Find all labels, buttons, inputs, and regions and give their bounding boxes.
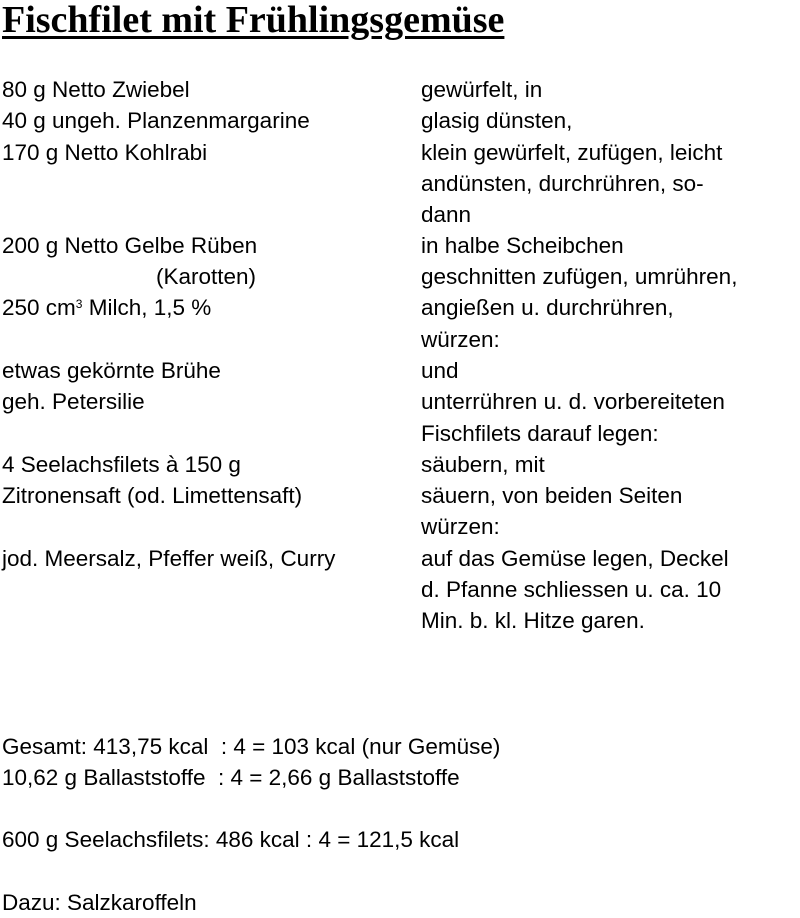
step-line: säubern, mit (421, 452, 545, 477)
step-line: gewürfelt, in (421, 77, 543, 102)
step-line: angießen u. durchrühren, (421, 295, 674, 320)
step-line: säuern, von beiden Seiten (421, 483, 683, 508)
ingredient-onion: 80 g Netto Zwiebel (2, 77, 190, 102)
step-line: auf das Gemüse legen, Deckel (421, 546, 729, 571)
step-line: Min. b. kl. Hitze garen. (421, 608, 645, 633)
ingredient-milk: 250 $cm^3$ Milch, 1,5 % (2, 295, 212, 320)
step-line: dann (421, 202, 472, 227)
step-line: geschnitten zufügen, umrühren, (421, 264, 738, 289)
nutrition-fiber: 10,62 g Ballaststoffe : 4 = 2,66 g Ballaststoffe (2, 765, 460, 790)
ingredient-carrots-note: (Karotten) (156, 264, 257, 289)
step-line: in halbe Scheibchen (421, 233, 624, 258)
ingredient-parsley: geh. Petersilie (2, 389, 145, 414)
step-line: Fischfilets darauf legen: (421, 421, 659, 446)
step-line: und (421, 358, 459, 383)
ingredient-carrots: 200 g Netto Gelbe Rüben (2, 233, 258, 258)
step-line: klein gewürfelt, zufügen, leicht (421, 140, 723, 165)
ingredient-fish: 4 Seelachsfilets à 150 g (2, 452, 241, 477)
step-line: andünsten, durchrühren, so- (421, 171, 704, 196)
nutrition-total: Gesamt: 413,75 kcal : 4 = 103 kcal (nur Gemüse) (2, 734, 501, 759)
nutrition-fish: 600 g Seelachsfilets: 486 kcal : 4 = 121,5 kcal (2, 827, 460, 852)
ingredient-broth: etwas gekörnte Brühe (2, 358, 221, 383)
step-line: glasig dünsten, (421, 108, 573, 133)
step-line: d. Pfanne schliessen u. ca. 10 (421, 577, 722, 602)
serving-suggestion: Dazu: Salzkaroffeln (2, 890, 197, 915)
step-line: würzen: (421, 327, 500, 352)
recipe-title: Fischfilet mit Frühlingsgemüse (2, 0, 505, 41)
ingredient-kohlrabi: 170 g Netto Kohlrabi (2, 140, 208, 165)
ingredient-margarine: 40 g ungeh. Planzenmargarine (2, 108, 310, 133)
ingredient-spices: jod. Meersalz, Pfeffer weiß, Curry (2, 546, 336, 571)
step-line: unterrühren u. d. vorbereiteten (421, 389, 725, 414)
step-line: würzen: (421, 514, 500, 539)
ingredient-lemon: Zitronensaft (od. Limettensaft) (2, 483, 303, 508)
